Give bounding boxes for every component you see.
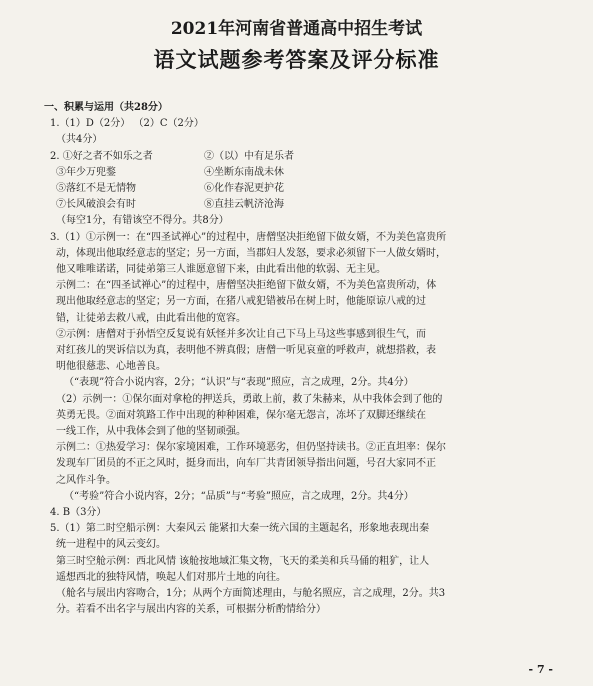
q2-item: ③年少万兜鍪 bbox=[56, 166, 116, 178]
q2-row bbox=[44, 149, 553, 165]
q5-line: 分。若看不出名字与展出内容的关系，可根据分析酌情给分） bbox=[56, 604, 326, 616]
q2-row bbox=[44, 197, 553, 213]
q3-line: 之风作斗争。 bbox=[56, 474, 116, 486]
q4-answer: 4. B（3分） bbox=[50, 507, 107, 519]
q2-row bbox=[44, 165, 553, 181]
q2-item: ④坐断东南战未休 bbox=[204, 166, 284, 178]
q2-answers bbox=[44, 149, 553, 214]
q3-line: 他又唯唯诺诺，同徒弟第三人谁愿意留下来，由此看出他的软弱、无主见。 bbox=[56, 264, 386, 276]
q2-item: ⑥化作春泥更护花 bbox=[204, 183, 284, 195]
q2-item: ⑦长风破浪会有时 bbox=[56, 199, 136, 211]
document-title-line1: 2021年河南省普通高中招生考试 bbox=[170, 19, 423, 39]
q3-line: （2）示例一：①保尔面对拿枪的押送兵，勇敢上前，救了朱赫来，从中我体会到了他的 bbox=[56, 393, 443, 405]
q2-item: 2. ①好之者不如乐之者 bbox=[50, 150, 153, 162]
q3-line: 示例二：在“四圣试禅心”的过程中，唐僧坚决拒绝留下做女婿，不为美色富贵所动，体 bbox=[56, 280, 437, 292]
q2-item: ⑧直挂云帆济沧海 bbox=[204, 199, 284, 211]
q2-item: ②（以）中有足乐者 bbox=[204, 150, 294, 162]
q2-score: （每空1分，有错该空不得分。共8分） bbox=[56, 215, 229, 227]
section-heading: 一、积累与运用（共28分） bbox=[44, 102, 168, 113]
q1-score: （共4分） bbox=[56, 134, 103, 146]
q3-line: 对红孩儿的哭诉信以为真，表明他不辨真假；唐僧一听见哀童的呼救声，就想搭救，表 bbox=[56, 345, 436, 357]
q3-line: 错，让徒弟去救八戒，由此看出他的宽容。 bbox=[56, 312, 246, 324]
q3-line: （“表现”符合小说内容，2分；“认识”与“表现”照应，言之成理，2分。共4分） bbox=[64, 377, 414, 389]
q3-line: 3.（1）①示例一：在“四圣试禅心”的过程中，唐僧坚决拒绝留下做女婿，不为美色富贵所 bbox=[50, 231, 447, 243]
q3-line: 动，体现出他取经意志的坚定；另一方面，当郡妇人发怒，要求必须留下一人做女婿时， bbox=[56, 247, 446, 259]
page-number: - 7 - bbox=[528, 663, 553, 676]
q2-item: ⑤落红不是无情物 bbox=[56, 183, 136, 195]
q3-line: 示例二：①热爱学习：保尔家境困难，工作环境恶劣，但仍坚持读书。②正直坦率：保尔 bbox=[56, 442, 446, 454]
q2-row bbox=[44, 181, 553, 197]
q3-line: 明他很慈悲、心地善良。 bbox=[56, 361, 166, 373]
q5-line: 统一进程中的风云变幻。 bbox=[56, 539, 166, 551]
q3-line: 一线工作，从中我体会到了他的坚韧顽强。 bbox=[56, 426, 246, 438]
q3-line: ②示例：唐僧对于孙悟空反复说有妖怪并多次让自己下马上马这些事感到很生气，而 bbox=[56, 328, 426, 340]
q3-line: 发现车厂团员的不正之风时，挺身而出，向车厂共青团领导指出问题，号召大家同不正 bbox=[56, 458, 436, 470]
q5-line: （舱名与展出内容吻合，1分；从两个方面简述理由，与舱名照应，言之成理，2分。共3 bbox=[56, 588, 446, 600]
q3-line: （“考验”符合小说内容，2分；“品质”与“考验”照应，言之成理，2分。共4分） bbox=[64, 490, 414, 502]
q1-answer: 1.（1）D（2分） （2）C（2分） bbox=[50, 118, 204, 130]
q5-line: 5.（1）第二时空船示例：大秦风云 能紧扣大秦一统六国的主题起名，形象地表现出秦 bbox=[50, 523, 430, 535]
q3-line: 现出他取经意志的坚定；另一方面，在猪八戒犯错被吊在树上时，他能原谅八戒的过 bbox=[56, 296, 426, 308]
q3-line: 英勇无畏。②面对筑路工作中出现的种种困难，保尔毫无怨言，冻坏了双脚还继续在 bbox=[56, 409, 426, 421]
q5-line: 遥想西北的独特风情，唤起人们对那片土地的向往。 bbox=[56, 571, 286, 583]
q5-line: 第三时空舱示例：西北风情 该舱按地域汇集文物，飞天的柔美和兵马俑的粗犷，让人 bbox=[56, 555, 430, 567]
document-title-line2: 语文试题参考答案及评分标准 bbox=[153, 47, 440, 72]
answer-body bbox=[44, 100, 553, 619]
